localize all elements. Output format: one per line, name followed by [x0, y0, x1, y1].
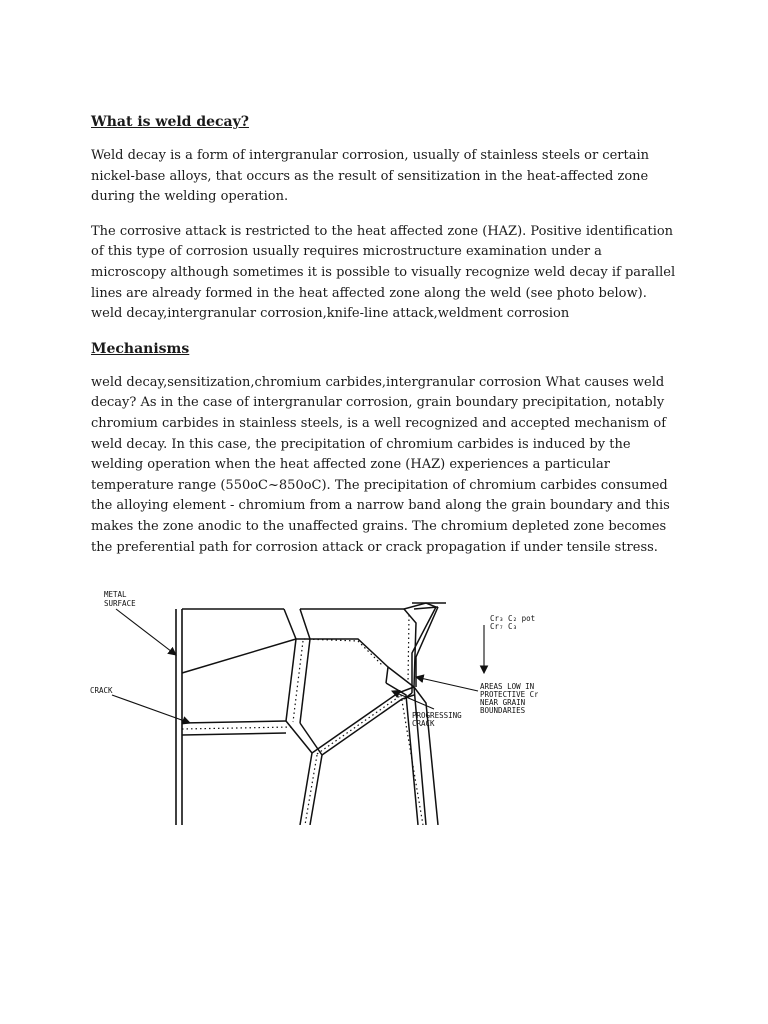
heading-what-is-weld-decay: What is weld decay?	[91, 114, 249, 130]
grain-boundary-figure	[86, 583, 538, 825]
grain-boundaries	[182, 609, 438, 825]
label-progressing-crack: CRACK	[412, 719, 435, 728]
label-surface: SURFACE	[104, 599, 136, 608]
label-metal: METAL	[104, 590, 127, 599]
label-cr-formula-1: Cr₃ C₂ pot	[490, 614, 536, 623]
paragraph-mechanisms: weld decay,sensitization,chromium carbides,intergranular corrosion What causes weld decay? As in the case of intergranular corrosion, grain boundary precipitation, notably chromium carbides in stainless steels, is a well recognized and accepted mechanism of weld decay. In this case, the precipitation of chromium carbides is induced by the welding operation when the heat affected zone (HAZ) experiences a particular temperature range (550oC~850oC). The precipitation of chromium carbides consumed the alloying element - chromium from a narrow band along the grain boundary and this makes the zone anodic to the unaffected grains. The chromium depleted zone becomes the preferential path for corrosion attack or crack propagation if under tensile stress.	[91, 374, 670, 555]
paragraph-keywords: weld decay,intergranular corrosion,knife-line attack,weldment corrosion	[91, 306, 570, 322]
paragraph-definition: Weld decay is a form of intergranular corrosion, usually of stainless steels or certain nickel-base alloys, that occurs as the result of sensitization in the heat-affected zone during the welding operation.	[91, 148, 650, 205]
label-areas-3: NEAR GRAIN	[480, 698, 526, 707]
callout-arrows	[112, 609, 484, 723]
metal-surface-lines	[176, 609, 182, 825]
carbide-dots	[182, 615, 423, 825]
label-areas-1: AREAS LOW IN	[480, 682, 535, 691]
document-page	[91, 100, 681, 572]
heading-mechanisms: Mechanisms	[91, 340, 190, 357]
paragraph-haz: The corrosive attack is restricted to the heat affected zone (HAZ). Positive identification of this type of corrosion usually requires microstructure examination under a microscopy although sometimes it is possible to visually recognize weld decay if parallel lines are already formed in the heat affected zone along the weld (see photo below).	[91, 223, 676, 301]
label-crack: CRACK	[90, 686, 113, 695]
grain-boundary-diagram	[86, 583, 538, 825]
label-cr-formula-2: Cr₇ C₃	[490, 622, 518, 631]
label-areas-2: PROTECTIVE Cr	[480, 690, 538, 699]
label-areas-4: BOUNDARIES	[480, 706, 526, 715]
label-progressing: PROGRESSING	[412, 711, 462, 720]
